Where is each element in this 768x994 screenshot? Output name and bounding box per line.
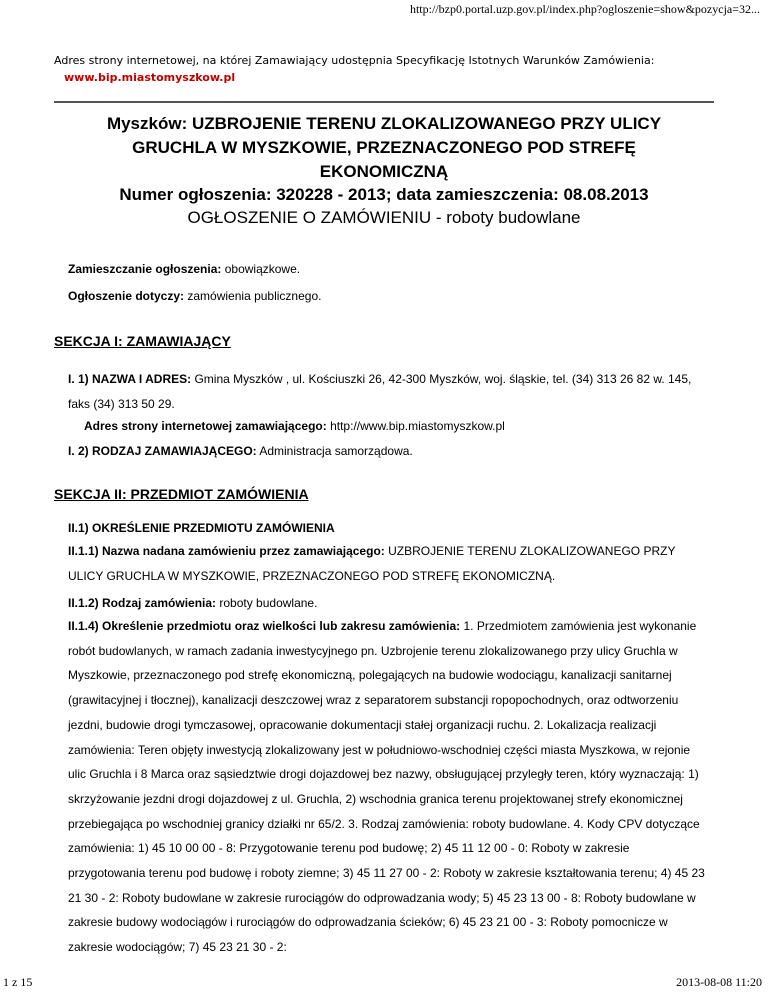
placement-value: obowiązkowe. (224, 262, 301, 276)
contract-scope-label: II.1.4) Określenie przedmiotu oraz wielkości lub zakresu zamówienia: (68, 619, 461, 633)
title-line-1: Myszków: UZBROJENIE TERENU ZLOKALIZOWANEGO PRZY ULICY (106, 114, 662, 133)
title-line-2: GRUCHLA W MYSZKOWIE, PRZEZNACZONEGO POD STREFĘ (132, 138, 636, 157)
contract-name-value: UZBROJENIE TERENU ZLOKALIZOWANEGO PRZY ULICY GRUCHLA W MYSZKOWIE, PRZEZNACZONEGO POD STREFĘ EKONOMICZNĄ. (68, 544, 676, 583)
siwz-notice (54, 54, 654, 84)
title-line-3: EKONOMICZNĄ (319, 162, 449, 181)
concerns-label: Ogłoszenie dotyczy: (68, 289, 185, 303)
name-address-value: Gmina Myszków , ul. Kościuszki 26, 42-300 Myszków, woj. śląskie, tel. (34) 313 26 82 w. 145, faks (34) 313 50 29. (68, 372, 692, 411)
section-1-heading: SEKCJA I: ZAMAWIAJĄCY (54, 333, 231, 349)
contract-kind-label: II.1.2) Rodzaj zamówienia: (68, 596, 217, 610)
concerns-row (68, 289, 321, 303)
notice-subtitle: OGŁOSZENIE O ZAMÓWIENIU - roboty budowlane (187, 208, 581, 227)
placement-label: Zamieszczanie ogłoszenia: (68, 262, 222, 276)
section-2-heading: SEKCJA II: PRZEDMIOT ZAMÓWIENIA (54, 486, 309, 502)
website-label: Adres strony internetowej zamawiającego: (84, 419, 327, 433)
siwz-link[interactable]: www.bip.miastomyszkow.pl (64, 71, 236, 84)
contract-name-row (68, 539, 708, 588)
contract-scope-row (68, 614, 708, 960)
authority-website-row (84, 419, 505, 433)
print-date: 2013-08-08 11:20 (676, 975, 762, 989)
contract-kind-row (68, 596, 317, 610)
notice-heading (54, 112, 714, 230)
placement-row (68, 262, 300, 276)
divider (54, 101, 714, 103)
website-value: http://www.bip.miastomyszkow.pl (330, 419, 505, 433)
contracting-authority-name (68, 367, 708, 416)
contract-scope-value: 1. Przedmiotem zamówienia jest wykonanie robót budowlanych, w ramach zadania inwestycyjnego pn. Uzbrojenie terenu zlokalizowanego przy ulicy Gruchla w Myszkowie, przeznaczonego pod strefę ekonomiczną, polegających na budowie wodociągu, kanalizacji sanitarnej (grawitacyjnej i tłocznej), kanalizacji deszczowej wraz z separatorem substancji ropopochodnych, oraz odtworzeniu jezdni, budowie drogi tymczasowej, opracowanie dokumentacji stałej organizacji ruchu. 2. Lokalizacja realizacji zamówienia: Teren objęty inwestycją zlokalizowany jest w południowo-wschodniej części miasta Myszkowa, w rejonie ulic Gruchla i 8 Marca oraz sąsiedztwie drogi dojazdowej bez nazwy, obsługującej przyległy teren, który wyznaczają: 1) skrzyżowanie jezdni drogi dojazdowej z ul. Gruchla, 2) wschodnia granica terenu projektowanej strefy ekonomicznej przebiegająca po wschodniej granicy działki nr 65/2. 3. Rodzaj zamówienia: roboty budowlane. 4. Kody CPV dotyczące zamówienia: 1) 45 10 00 00 - 8: Przygotowanie terenu pod budowę; 2) 45 11 12 00 - 0: Roboty w zakresie przygotowania terenu pod budowę i roboty ziemne; 3) 45 11 27 00 - 2: Roboty w zakresie kształtowania terenu; 4) 45 23 21 30 - 2: Roboty budowlane w zakresie rurociągów do odprowadzania wody; 5) 45 23 13 00 - 8: Roboty budowlane w zakresie budowy wodociągów i rurociągów do odprowadzania ścieków; 6) 45 23 21 00 - 3: Roboty pomocnicze w zakresie wodociągów; 7) 45 23 21 30 - 2: (68, 619, 705, 955)
notice-number: Numer ogłoszenia: 320228 - 2013; data zamieszczenia: 08.08.2013 (119, 185, 649, 204)
object-definition-label: II.1) OKREŚLENIE PRZEDMIOTU ZAMÓWIENIA (68, 521, 335, 535)
authority-type-row (68, 444, 413, 458)
page-number: 1 z 15 (3, 975, 33, 989)
contract-kind-value: roboty budowlane. (219, 596, 318, 610)
name-address-label: I. 1) NAZWA I ADRES: (68, 372, 192, 386)
contract-name-label: II.1.1) Nazwa nadana zamówieniu przez zamawiającego: (68, 544, 385, 558)
print-header-url: http://bzp0.portal.uzp.gov.pl/index.php?ogloszenie=show&pozycja=32... (409, 2, 760, 16)
authority-type-label: I. 2) RODZAJ ZAMAWIAJĄCEGO: (68, 444, 257, 458)
authority-type-value: Administracja samorządowa. (259, 444, 413, 458)
siwz-text: Adres strony internetowej, na której Zamawiający udostępnia Specyfikację Istotnych Warunków Zamówienia: (54, 54, 655, 67)
concerns-value: zamówienia publicznego. (187, 289, 322, 303)
